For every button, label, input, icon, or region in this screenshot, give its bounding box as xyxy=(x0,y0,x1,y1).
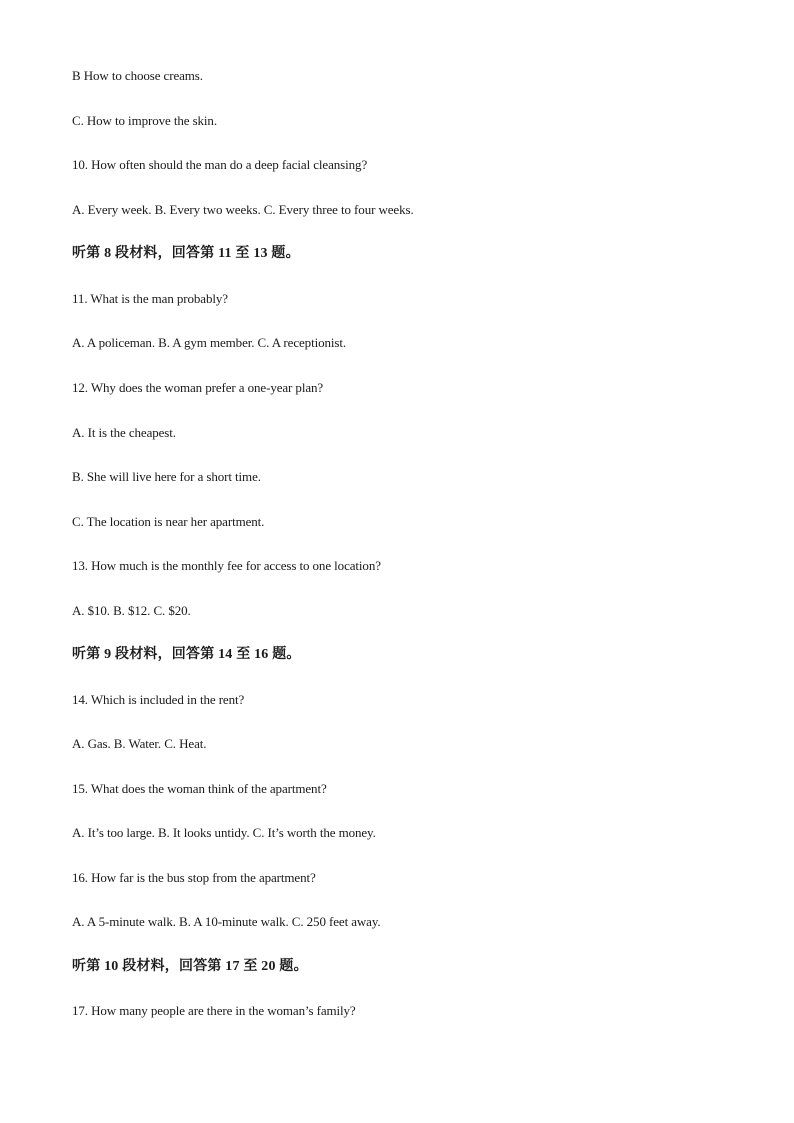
question-12: 12. Why does the woman prefer a one-year plan? xyxy=(72,380,324,395)
question-11: 11. What is the man probably? xyxy=(72,291,228,306)
option-12c: C. The location is near her apartment. xyxy=(72,514,265,529)
question-17: 17. How many people are there in the woman’s family? xyxy=(72,1003,356,1018)
option-12a: A. It is the cheapest. xyxy=(72,425,176,440)
question-13: 13. How much is the monthly fee for access to one location? xyxy=(72,558,381,573)
question-10: 10. How often should the man do a deep facial cleansing? xyxy=(72,157,368,172)
option-line-9c: C. How to improve the skin. xyxy=(72,113,217,128)
question-16: 16. How far is the bus stop from the apartment? xyxy=(72,870,316,885)
option-12b: B. She will live here for a short time. xyxy=(72,469,261,484)
section-heading-8: 听第 8 段材料，回答第 11 至 13 题。 xyxy=(72,246,300,261)
section-heading-9: 听第 9 段材料，回答第 14 至 16 题。 xyxy=(72,647,301,662)
options-16: A. A 5-minute walk. B. A 10-minute walk. C. 250 feet away. xyxy=(72,914,381,929)
options-14: A. Gas. B. Water. C. Heat. xyxy=(72,736,207,751)
option-line-9b: B How to choose creams. xyxy=(72,68,203,83)
options-13: A. $10. B. $12. C. $20. xyxy=(72,603,191,618)
options-11: A. A policeman. B. A gym member. C. A receptionist. xyxy=(72,335,347,350)
section-heading-10: 听第 10 段材料，回答第 17 至 20 题。 xyxy=(72,959,308,974)
question-15: 15. What does the woman think of the apartment? xyxy=(72,781,327,796)
options-15: A. It’s too large. B. It looks untidy. C. It’s worth the money. xyxy=(72,825,376,840)
options-10: A. Every week. B. Every two weeks. C. Every three to four weeks. xyxy=(72,202,414,217)
question-14: 14. Which is included in the rent? xyxy=(72,692,245,707)
